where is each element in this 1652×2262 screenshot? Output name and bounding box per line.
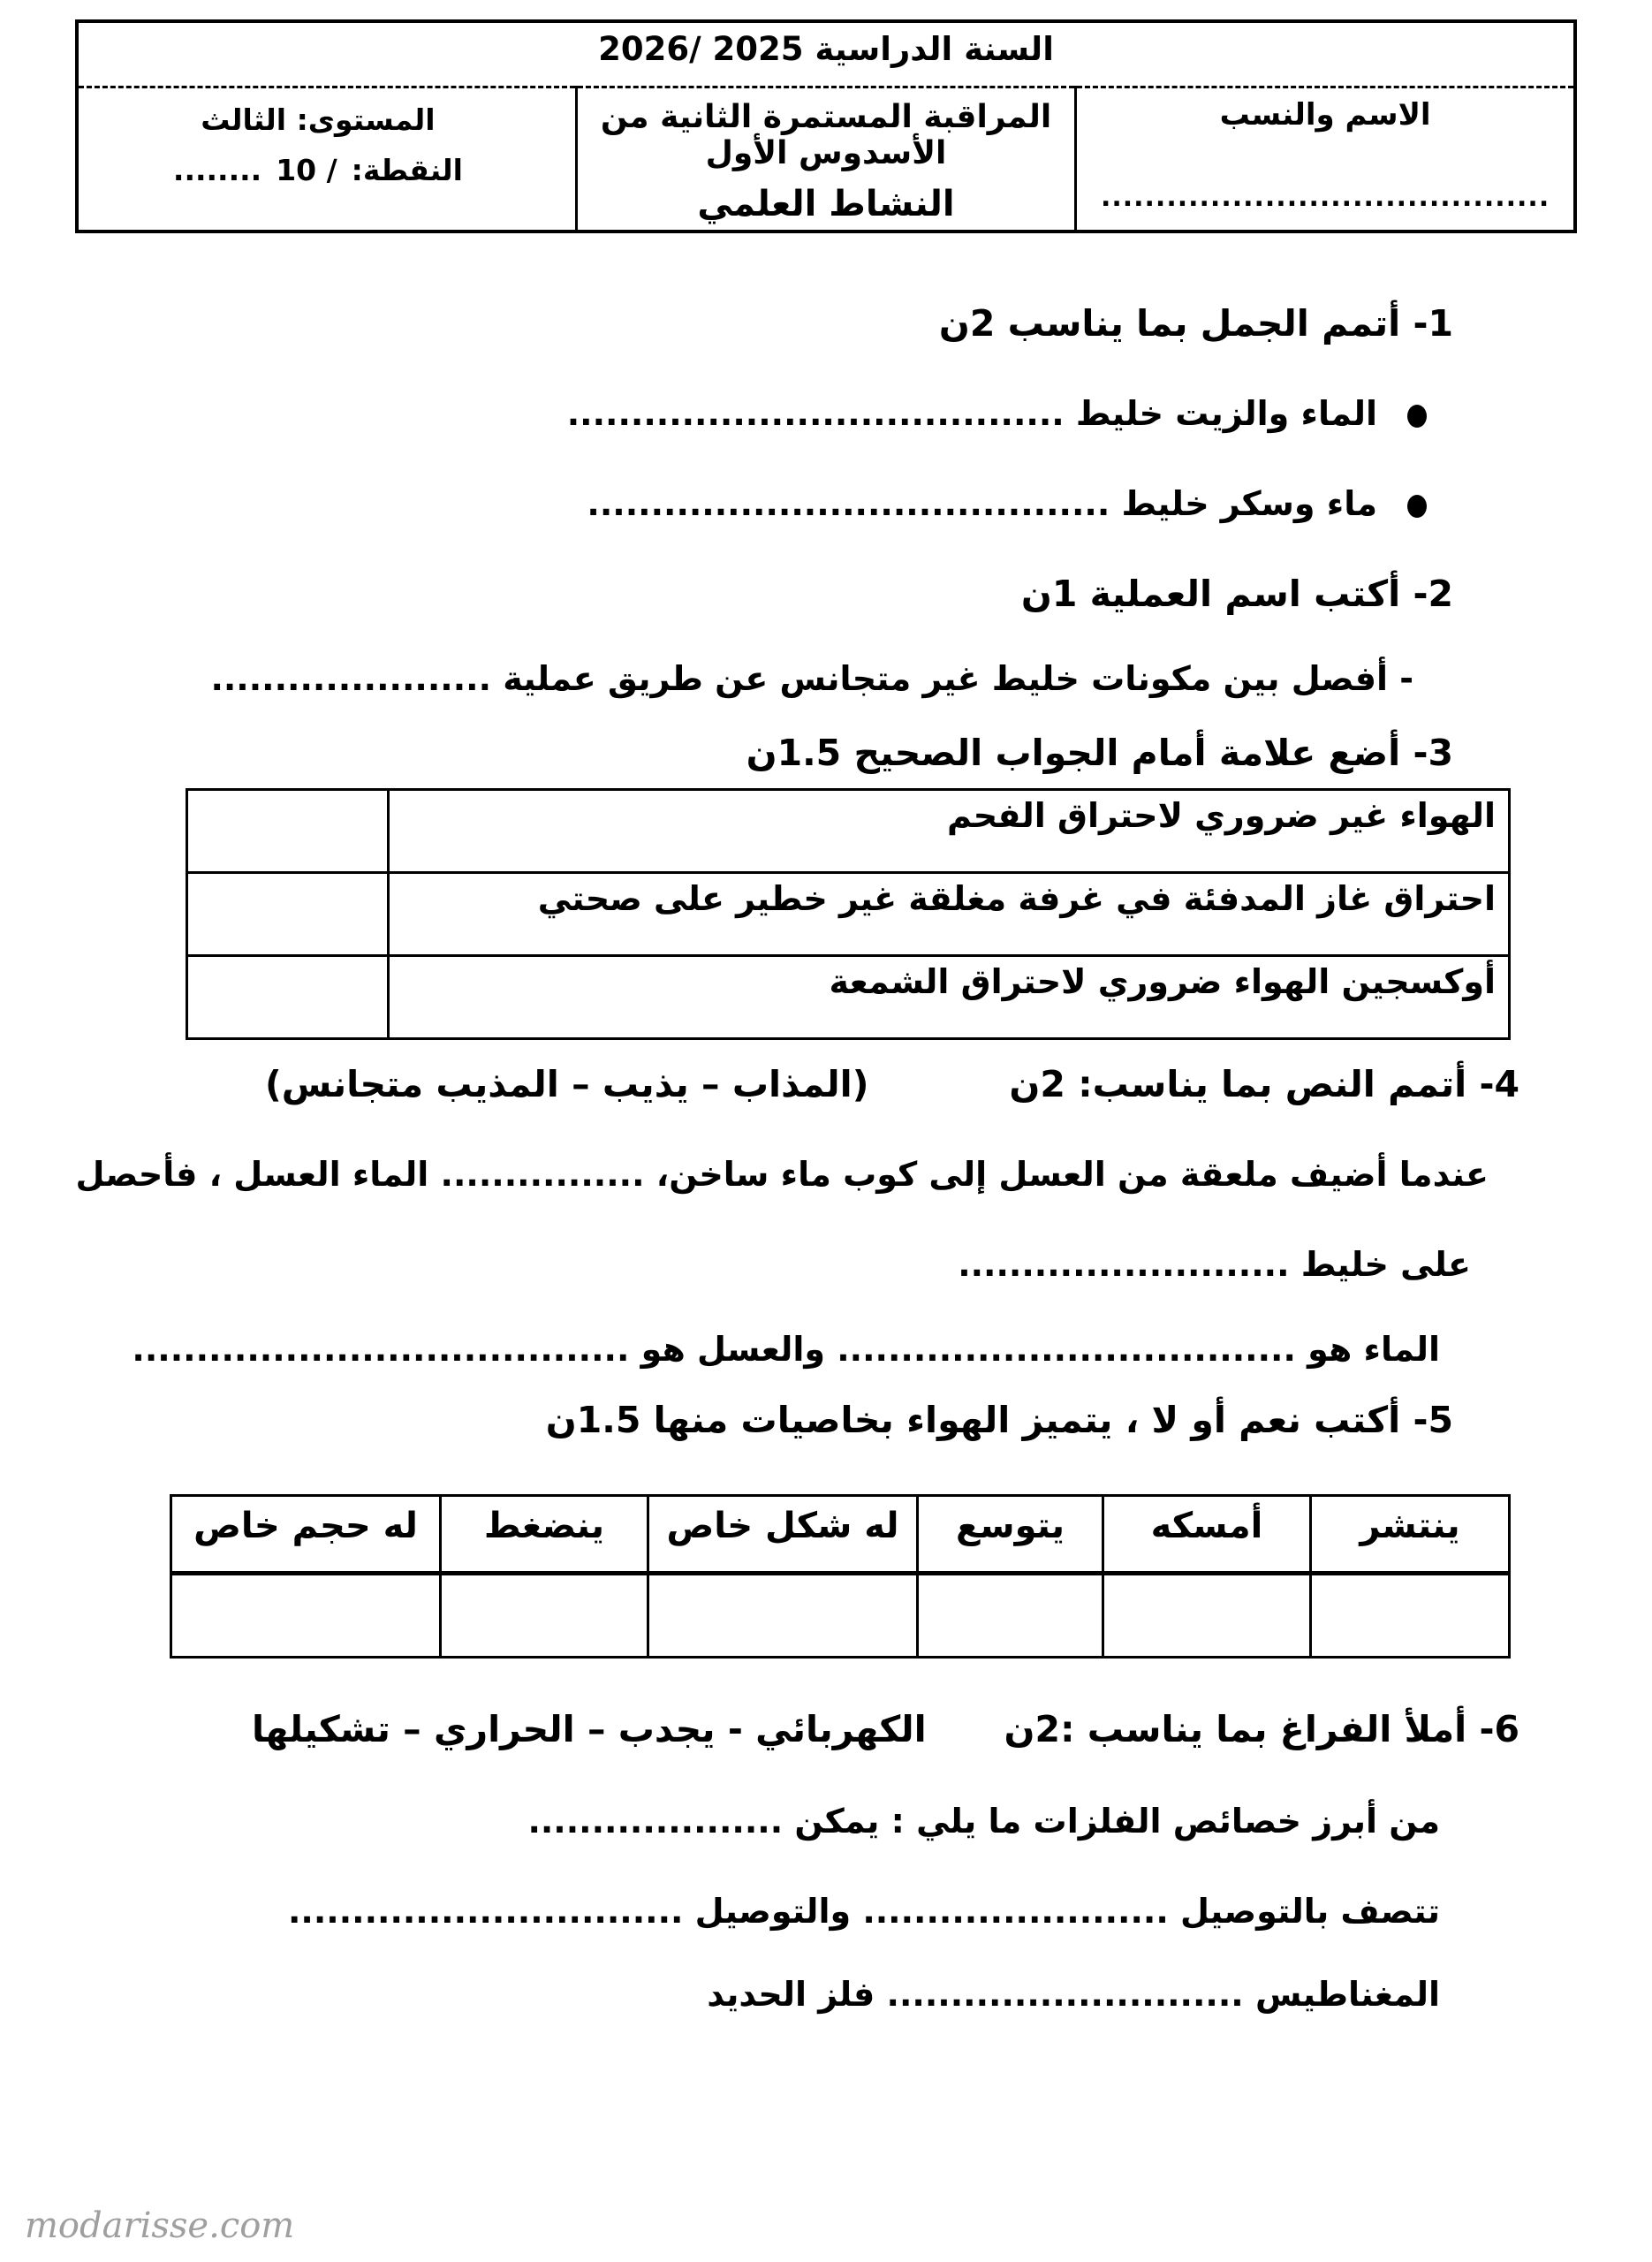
question-1-title: 1- أتمم الجمل بما يناسب 2ن <box>938 301 1453 345</box>
question-6-sentence: تتصف بالتوصيل ........................ والتوصيل ............................... <box>287 1891 1440 1931</box>
question-4-sentence: الماء هو .................................... والعسل هو ....................................... <box>132 1329 1440 1369</box>
question-6-sentence: المغناطيس ............................ فلز الحديد <box>707 1974 1440 2014</box>
question-4-word-bank: (المذاب – يذيب – المذيب متجانس) <box>265 1062 869 1105</box>
fill-in-sentence: الماء والزيت خليط ....................................... <box>566 393 1377 433</box>
header-info-row <box>77 87 1575 232</box>
answer-cell <box>1311 1573 1510 1657</box>
property-header-cell: ينضغط <box>441 1495 648 1573</box>
bullet-icon <box>1407 495 1427 518</box>
property-header-cell: يتوسع <box>918 1495 1103 1573</box>
property-header-cell: له شكل خاص <box>648 1495 918 1573</box>
question-6-title: 6- أملأ الفراغ بما يناسب :2ن <box>1004 1707 1519 1750</box>
question-3-title: 3- أضع علامة أمام الجواب الصحيح 1.5ن <box>746 731 1453 774</box>
name-blank-line: ......................................... <box>1100 181 1550 213</box>
answer-cell <box>1103 1573 1311 1657</box>
exam-title-cell <box>576 87 1075 232</box>
name-label: الاسم والنسب <box>1219 96 1431 133</box>
property-header-cell: ينتشر <box>1311 1495 1510 1573</box>
answer-cell <box>441 1573 648 1657</box>
student-name-cell <box>1076 87 1575 232</box>
bullet-icon <box>1407 405 1427 428</box>
table-row <box>187 955 1510 1038</box>
academic-year-title: السنة الدراسية 2025 /2026 <box>77 21 1575 87</box>
table-header-row <box>171 1495 1510 1573</box>
question-4-title: 4- أتمم النص بما يناسب: 2ن <box>1009 1062 1519 1105</box>
property-header-cell: له حجم خاص <box>171 1495 441 1573</box>
question-2-title: 2- أكتب اسم العملية 1ن <box>1020 572 1453 615</box>
question-4-sentence: على خليط .......................... <box>958 1244 1471 1284</box>
fill-in-sentence: ماء وسكر خليط ......................................... <box>587 483 1377 523</box>
question-1-item <box>0 479 1652 528</box>
checkmark-cell <box>187 955 389 1038</box>
exam-title-line1: المراقبة المستمرة الثانية من الأسدوس الأول <box>600 98 1052 171</box>
property-header-cell: أمسكه <box>1103 1495 1311 1573</box>
exam-subject-line: النشاط العلمي <box>697 183 955 224</box>
score-value: 10 / <box>276 152 337 187</box>
header-table <box>75 19 1577 233</box>
question-5-title: 5- أكتب نعم أو لا ، يتميز الهواء بخاصيات منها 1.5ن <box>545 1398 1453 1441</box>
statement-cell: الهواء غير ضروري لاحتراق الفحم <box>389 789 1510 872</box>
table-row <box>187 872 1510 955</box>
year-row <box>77 21 1575 87</box>
question-4-header <box>0 1059 1652 1109</box>
checkmark-cell <box>187 789 389 872</box>
answer-cell <box>918 1573 1103 1657</box>
statement-cell: أوكسجين الهواء ضروري لاحتراق الشمعة <box>389 955 1510 1038</box>
question-1-item <box>0 389 1652 438</box>
statement-cell: احتراق غاز المدفئة في غرفة مغلقة غير خطير على صحتي <box>389 872 1510 955</box>
question-6-word-bank: الكهربائي - يجدب – الحراري – تشكيلها <box>252 1707 927 1750</box>
air-properties-table <box>170 1494 1511 1659</box>
site-watermark: modarisse.com <box>25 2205 295 2246</box>
question-2-sentence: - أفصل بين مكونات خليط غير متجانس عن طريق عملية ...................... <box>210 658 1413 698</box>
question-4-sentence: عندما أضيف ملعقة من العسل إلى كوب ماء ساخن، ................ الماء العسل ، فأحصل <box>75 1154 1489 1194</box>
checkmark-cell <box>187 872 389 955</box>
score-blank: ........ <box>172 152 262 187</box>
answer-cell <box>171 1573 441 1657</box>
level-label: المستوى: الثالث <box>201 102 436 137</box>
true-false-table <box>186 788 1511 1040</box>
question-6-header <box>0 1704 1652 1754</box>
answer-cell <box>648 1573 918 1657</box>
level-score-cell <box>77 87 576 232</box>
answer-row <box>171 1573 1510 1657</box>
table-row <box>187 789 1510 872</box>
score-label: النقطة: <box>351 152 463 187</box>
score-line <box>96 153 540 187</box>
question-6-sentence: من أبرز خصائص الفلزات ما يلي : يمكن .................... <box>527 1801 1440 1841</box>
